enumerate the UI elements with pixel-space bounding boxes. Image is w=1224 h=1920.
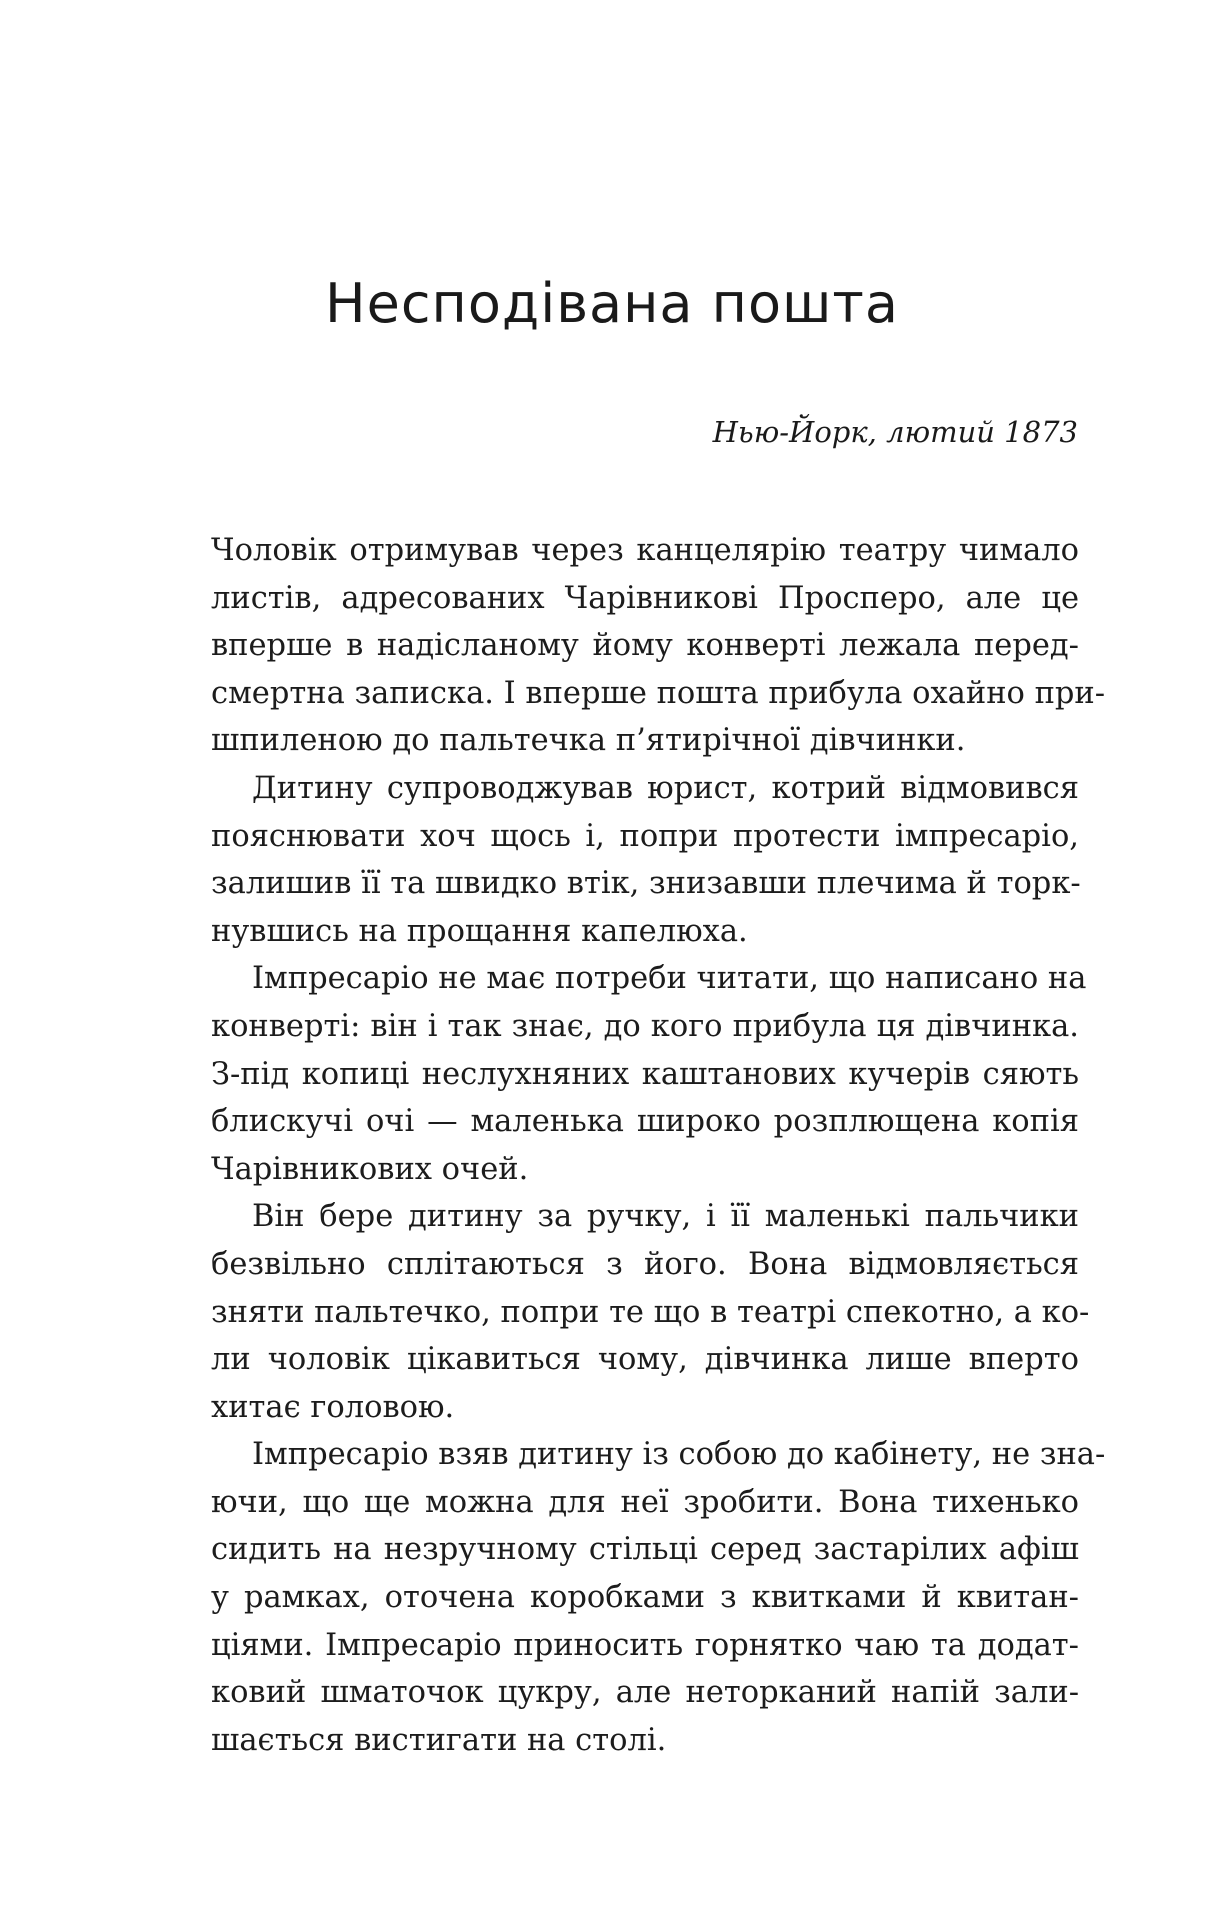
- text-line: Імпресаріо не має потреби читати, що написано на: [252, 961, 1087, 997]
- paragraph: [211, 765, 1079, 955]
- paragraph: [211, 1431, 1106, 1764]
- text-line: у рамках, оточена коробками з квитками й квитан-: [211, 1580, 1079, 1616]
- text-line: ли чоловік цікавиться чому, дівчинка лише вперто: [211, 1342, 1079, 1378]
- text-line: зняти пальтечко, попри те що в театрі спекотно, а ко-: [211, 1294, 1090, 1330]
- text-line: ючи, що ще можна для неї зробити. Вона тихенько: [211, 1484, 1079, 1520]
- paragraph: [211, 527, 1106, 765]
- text-line: хитає головою.: [211, 1389, 455, 1425]
- text-line: Чарівникових очей.: [211, 1151, 529, 1187]
- text-line: смертна записка. І вперше пошта прибула охайно при-: [211, 675, 1106, 711]
- text-line: нувшись на прощання капелюха.: [211, 913, 748, 949]
- text-line: безвільно сплітаються з його. Вона відмовляється: [211, 1246, 1079, 1282]
- text-line: Він бере дитину за ручку, і її маленькі пальчики: [252, 1199, 1079, 1235]
- paragraph: [211, 1193, 1090, 1431]
- text-line: сидить на незручному стільці серед застарілих афіш: [211, 1532, 1079, 1568]
- text-line: листів, адресованих Чарівникові Просперо, але це: [211, 580, 1079, 616]
- text-line: Чоловік отримував через канцелярію театру чимало: [211, 533, 1079, 568]
- text-line: шається вистигати на столі.: [211, 1722, 667, 1758]
- text-line: шпиленою до пальтечка п’ятирічної дівчинки.: [211, 723, 966, 759]
- chapter-dateline: Нью-Йорк, лютий 1873: [712, 415, 1078, 449]
- text-line: Імпресаріо взяв дитину із собою до кабінету, не зна-: [252, 1437, 1106, 1473]
- text-line: пояснювати хоч щось і, попри протести імпресаріо,: [211, 818, 1079, 854]
- text-line: ціями. Імпресаріо приносить горнятко чаю та додат-: [211, 1627, 1079, 1663]
- text-line: вперше в надісланому йому конверті лежала перед-: [211, 628, 1079, 664]
- chapter-title: Несподівана пошта: [325, 272, 899, 335]
- paragraph: [211, 955, 1087, 1193]
- text-line: Дитину супроводжував юрист, котрий відмовився: [252, 770, 1079, 806]
- text-line: залишив її та швидко втік, знизавши плечима й торк-: [211, 866, 1081, 902]
- text-line: блискучі очі — маленька широко розплющена копія: [211, 1104, 1079, 1140]
- text-line: З-під копиці неслухняних каштанових кучерів сяють: [211, 1056, 1079, 1092]
- text-line: ковий шматочок цукру, але неторканий напій зали-: [211, 1675, 1079, 1711]
- chapter-body: [211, 527, 1106, 1764]
- text-line: конверті: він і так знає, до кого прибула ця дівчинка.: [211, 1008, 1079, 1044]
